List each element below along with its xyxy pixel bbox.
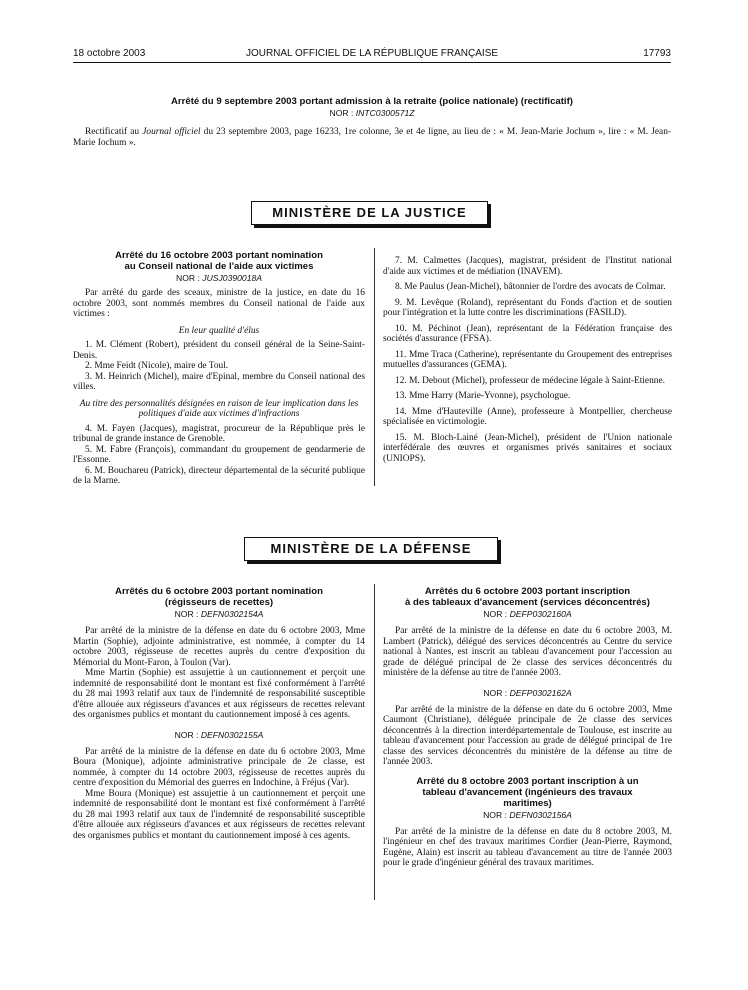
rectificatif-title: Arrêté du 9 septembre 2003 portant admission à la retraite (police nationale) (rectificatif) [171, 96, 573, 107]
justice-right-column [383, 256, 672, 464]
rectificatif-text: Rectificatif au Journal officiel du 23 septembre 2003, page 16233, 1re colonne, 3e et 4e ligne, au lieu de : « M. Jean-Marie Jochum », lire : « M. Jean-Marie Iochum ». [73, 127, 672, 148]
defense-nor: NOR : DEFN0302156A [483, 809, 572, 820]
defense-regisseurs-title: Arrêtés du 6 octobre 2003 portant nomination (régisseurs de recettes) [115, 586, 323, 608]
rectificatif-section [73, 96, 671, 148]
member-item: 1. M. Clément (Robert), président du conseil général de la Seine-Saint-Denis. [73, 340, 365, 361]
member-item: 6. M. Bouchareu (Patrick), directeur départemental de la sécurité publique de la Marne. [73, 465, 365, 486]
heading-elus: En leur qualité d'élus [178, 325, 260, 336]
member-item: 5. M. Fabre (François), commandant du groupement de gendarmerie de l'Essonne. [73, 444, 365, 465]
member-item: 13. Mme Harry (Marie-Yvonne), psychologue. [395, 391, 571, 401]
member-item: 4. M. Fayen (Jacques), magistrat, procureur de la République près le tribunal de grande instance de Grenoble. [73, 423, 365, 444]
member-item: 14. Mme d'Hauteville (Anne), professeure à Montpellier, chercheuse spécialisée en victimologie. [383, 406, 672, 427]
member-item: 7. M. Calmettes (Jacques), magistrat, président de l'Institut national d'aide aux victimes et de médiation (INAVEM). [383, 256, 672, 277]
decree-paragraph: Par arrêté de la ministre de la défense en date du 6 octobre 2003, Mme Caumont (Christiane), déléguée principale de 2e classe des services déconcentrés à la direction interdépartementale de Toulouse, est inscrite au tableau d'avancement pour l'accession au grade de délégué principal de 1re classe des services déconcentrés du ministère de la défense au titre de l'année 2003. [383, 704, 672, 767]
justice-left-column [73, 250, 365, 487]
defense-nor: NOR : DEFN0302155A [174, 729, 264, 740]
member-item: 15. M. Bloch-Lainé (Jean-Michel), président de l'Union nationale interfédérale des œuvres et organismes privés sanitaires et sociaux (UNIOPS). [383, 432, 672, 464]
member-item: 2. Mme Feidt (Nicole), maire de Toul. [85, 361, 229, 371]
decree-paragraph: Par arrêté de la ministre de la défense en date du 6 octobre 2003, Mme Martin (Sophie), adjointe administrative, est nommée, à compter du 14 octobre 2003, régisseuse de recettes auprès du centre d'exposition du Mémorial du Mont-Faron, à Toulon (Var). [73, 626, 365, 668]
header-rule [73, 62, 671, 63]
member-item: 11. Mme Traca (Catherine), représentante du Groupement des entreprises mutuelles d'assurances (GEMA). [383, 349, 672, 370]
justice-nor: NOR : JUSJ0390018A [176, 273, 262, 283]
column-divider [374, 584, 375, 900]
decree-paragraph: Par arrêté de la ministre de la défense en date du 6 octobre 2003, Mme Boura (Monique), adjointe administrative principale de 2e classe, est nommée, à compter du 14 octobre 2003, régisseuse de recettes auprès du centre d'exposition du Mémorial des guerres en Indochine, à Fréjus (Var). [73, 746, 365, 788]
member-item: 8. Me Paulus (Jean-Michel), bâtonnier de l'ordre des avocats de Colmar. [395, 282, 666, 292]
member-item: 12. M. Debout (Michel), professeur de médecine légale à Saint-Etienne. [395, 375, 665, 386]
ministry-justice-banner: MINISTÈRE DE LA JUSTICE [251, 201, 488, 225]
journal-title: JOURNAL OFFICIEL DE LA RÉPUBLIQUE FRANÇAISE [245, 48, 499, 59]
defense-nor: NOR : DEFP0302162A [483, 687, 572, 698]
page-number: 17793 [643, 48, 671, 59]
member-item: 3. M. Heinrich (Michel), maire d'Epinal, membre du Conseil national des villes. [73, 371, 365, 392]
decree-paragraph: Mme Martin (Sophie) est assujettie à un cautionnement et perçoit une indemnité de responsabilité dont le montant est fixé conformément à l'arrêté du 28 mai 1993 relatif aux taux de l'indemnité de responsabilité susceptible d'être allouée aux régisseurs d'avances et aux régisseurs de recettes relevant des organismes publics et montant du cautionnement imposé à ces agents. [73, 668, 365, 720]
ministry-defense-banner: MINISTÈRE DE LA DÉFENSE [244, 537, 498, 561]
defense-right-column [383, 586, 672, 869]
defense-ingenieurs-title: Arrêté du 8 octobre 2003 portant inscription à un tableau d'avancement (ingénieurs des travaux maritimes) [416, 775, 639, 809]
header-date: 18 octobre 2003 [73, 48, 146, 59]
justice-arrete-title: Arrêté du 16 octobre 2003 portant nomination au Conseil national de l'aide aux victimes [115, 250, 323, 272]
defense-avancement-title: Arrêtés du 6 octobre 2003 portant inscription à des tableaux d'avancement (services déconcentrés) [405, 586, 650, 608]
decree-paragraph: Par arrêté de la ministre de la défense en date du 6 octobre 2003, M. Lambert (Patrick), délégué des services déconcentrés au Centre du service national à Nantes, est inscrit au tableau d'avancement pour l'accession au grade de délégué principal de 2e classe des services déconcentrés du ministère de la défense au titre de l'année 2003. [383, 626, 672, 678]
defense-nor: NOR : DEFN0302154A [174, 609, 264, 619]
justice-intro: Par arrêté du garde des sceaux, ministre de la justice, en date du 16 octobre 2003, sont nommés membres du Conseil national de l'aide aux victimes : [73, 288, 365, 319]
running-header [73, 48, 671, 62]
rectificatif-nor: NOR : INTC0300571Z [329, 108, 415, 118]
member-item: 10. M. Péchinot (Jean), représentant de la Fédération française des sociétés d'assurance (FFSA). [383, 323, 672, 344]
decree-paragraph: Mme Boura (Monique) est assujettie à un cautionnement et perçoit une indemnité de responsabilité dont le montant est fixé conformément à l'arrêté du 28 mai 1993 relatif aux taux de l'indemnité de responsabilité susceptible d'être allouée aux régisseurs d'avances et aux régisseurs de recettes relevant des organismes publics et montant du cautionnement imposé à ces agents. [73, 788, 365, 841]
column-divider [374, 248, 375, 486]
member-item: 9. M. Levêque (Roland), représentant du Fonds d'action et de soutien pour l'intégration et la lutte contre les discriminations (FASILD). [383, 297, 672, 318]
decree-paragraph: Par arrêté de la ministre de la défense en date du 8 octobre 2003, M. l'ingénieur en chef des travaux maritimes Cordier (Jean-Pierre, Raymond, Eugène, Alain) est inscrit au tableau d'avancement au titre de l'année 2003 pour le grade d'ingénieur général des travaux maritimes. [383, 826, 672, 868]
defense-nor: NOR : DEFP0302160A [483, 609, 572, 619]
defense-left-column [73, 586, 365, 841]
heading-personnalites: Au titre des personnalités désignées en raison de leur implication dans les politiques d'aide aux victimes d'infractions [79, 398, 359, 419]
